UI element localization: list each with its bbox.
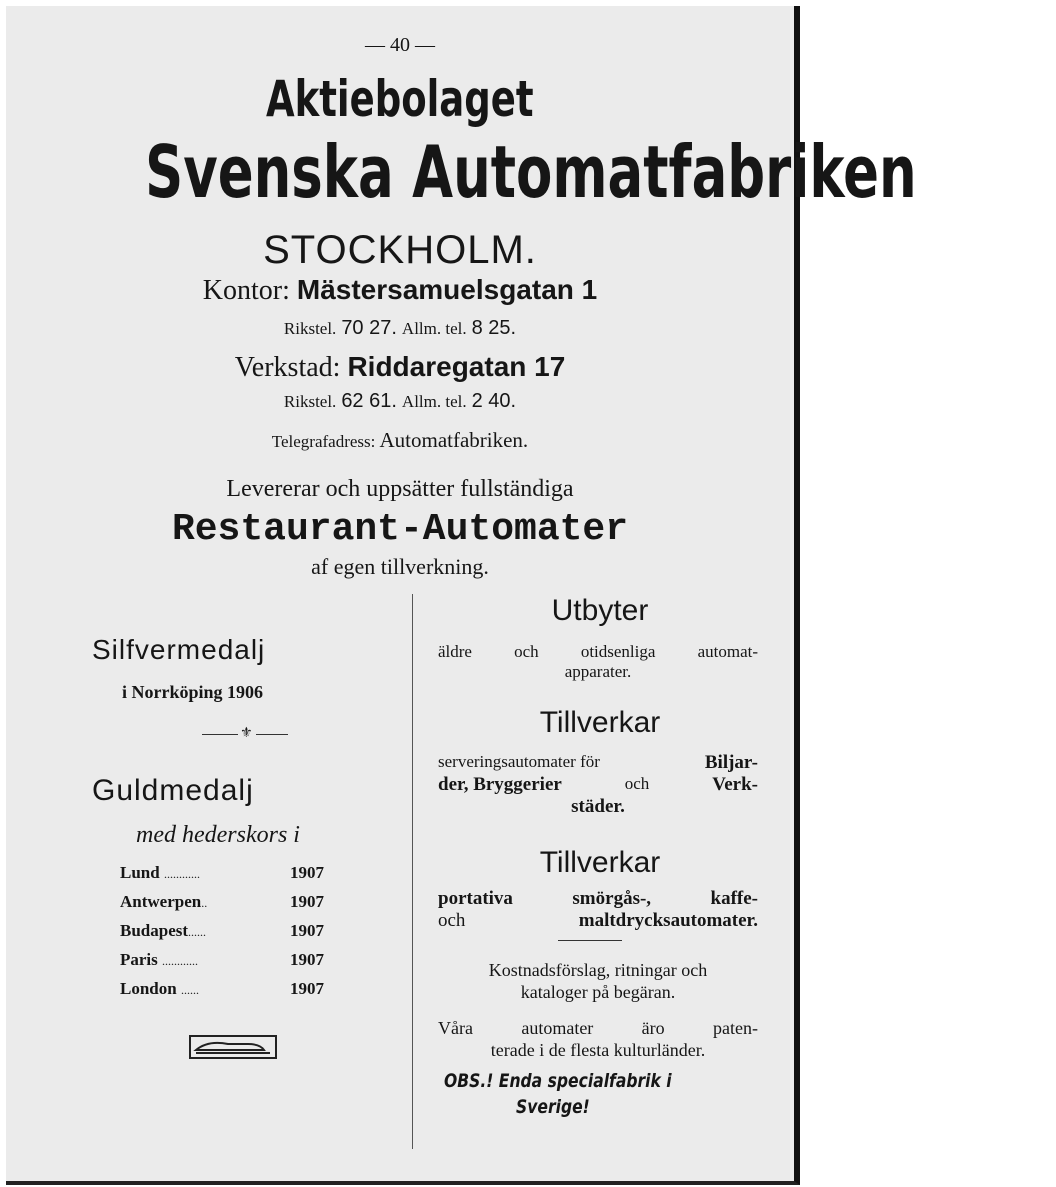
award-city: Paris <box>120 950 158 969</box>
award-dots: ...... <box>180 983 199 997</box>
office-address: Mästersamuelsgatan 1 <box>296 274 598 305</box>
serving-billiards: Biljar- <box>704 752 758 773</box>
award-dots: .. <box>201 896 208 910</box>
award-year: 1907 <box>290 892 324 911</box>
award-dots: ............ <box>163 867 200 881</box>
silver-medal: Silfvermedalj <box>92 634 266 665</box>
award-row <box>120 917 324 946</box>
patent-line-2: terade i de flesta kulturländer. <box>490 1040 706 1060</box>
workshop-allm: 2 40. <box>471 390 517 412</box>
manufactures-heading-2: Tillverkar <box>539 846 661 879</box>
advertisement-page <box>6 6 917 1185</box>
heading-large-text: Svenska Automatfabriken <box>145 130 917 214</box>
award-row <box>120 975 324 1004</box>
portable-and: och <box>438 910 466 931</box>
ornament-line-right <box>256 734 288 735</box>
right-separator <box>558 940 622 941</box>
silver-medal-place: i Norrköping 1906 <box>122 682 264 702</box>
award-row <box>120 888 324 917</box>
award-dots: ...... <box>188 925 207 939</box>
workshop-allm-label: Allm. tel. <box>401 392 467 411</box>
award-row <box>120 946 324 975</box>
page-number: — 40 — <box>365 34 435 56</box>
office-allm: 8 25. <box>471 317 517 339</box>
workshop-label: Verkstad: <box>234 352 341 383</box>
manufactures-heading-1: Tillverkar <box>539 706 661 739</box>
ornament-icon: ⚜ <box>240 725 253 741</box>
makers-mark-icon <box>188 1034 278 1060</box>
workshop-rikstel: 62 61. <box>341 390 397 412</box>
heading-small-text: Aktiebolaget <box>266 70 534 128</box>
telegraph-line <box>6 428 794 453</box>
obs-label: OBS.! <box>444 1070 494 1092</box>
estimates-line-1: Kostnadsförslag, ritningar och <box>488 960 708 980</box>
serving-and: och <box>624 774 650 793</box>
telegraph-label: Telegrafadress: <box>271 432 376 451</box>
award-year: 1907 <box>290 950 324 969</box>
award-row <box>120 859 324 888</box>
award-city: Budapest <box>120 921 189 940</box>
serving-line-3: städer. <box>571 796 625 817</box>
office-rikstel-label: Rikstel. <box>283 319 337 338</box>
office-phones <box>6 317 794 340</box>
obs-line-1 <box>444 1070 722 1092</box>
portable-line-1: portativa smörgås-, kaffe- <box>438 888 758 909</box>
obs-sweden: Sverige! <box>516 1096 590 1118</box>
award-year: 1907 <box>290 921 324 940</box>
exchange-text-2: apparater. <box>564 662 632 681</box>
workshop-phones <box>6 390 794 413</box>
delivers-text: Levererar och uppsätter fullständiga <box>226 476 574 502</box>
exchange-heading: Utbyter <box>551 594 649 627</box>
estimates-line-2: kataloger på begäran. <box>520 982 676 1002</box>
portable-malt: maltdrycksautomater. <box>578 910 758 931</box>
own-make-text: af egen tillverkning. <box>311 554 489 579</box>
exchange-text-1: äldre och otidsenliga automat- <box>438 642 758 661</box>
obs-line-2 <box>516 1096 606 1118</box>
award-dots: ............ <box>162 954 199 968</box>
portable-line-2 <box>438 910 758 932</box>
serving-line-1 <box>438 752 758 774</box>
award-year: 1907 <box>290 979 324 998</box>
office-label: Kontor: <box>202 275 290 306</box>
ornament-line-left <box>202 734 238 735</box>
serving-breweries: der, Bryggerier <box>438 774 562 795</box>
office-line <box>6 274 794 307</box>
serving-line-2 <box>438 774 758 796</box>
telegraph-value: Automatfabriken. <box>379 428 529 452</box>
obs-text: Enda specialfabrik i <box>498 1070 672 1092</box>
award-city: Lund <box>120 863 160 882</box>
office-rikstel: 70 27. <box>341 317 397 339</box>
heading-large <box>6 130 917 220</box>
workshop-rikstel-label: Rikstel. <box>283 392 337 411</box>
award-year: 1907 <box>290 863 324 882</box>
gold-medal: Guldmedalj <box>92 774 254 807</box>
award-city: Antwerpen <box>120 892 202 911</box>
column-divider <box>412 594 413 1149</box>
product-heading: Restaurant-Automater <box>171 508 629 551</box>
award-city: London <box>120 979 177 998</box>
gold-medal-subtitle: med hederskors i <box>136 822 300 848</box>
workshop-line <box>6 351 794 384</box>
award-list <box>120 859 324 1004</box>
patent-line-1: Våra automater äro paten- <box>438 1018 758 1038</box>
city: STOCKHOLM. <box>263 228 537 272</box>
workshop-address: Riddaregatan 17 <box>347 351 566 382</box>
office-allm-label: Allm. tel. <box>401 319 467 338</box>
serving-text: serveringsautomater för <box>438 752 600 771</box>
serving-workshops: Verk- <box>712 774 758 795</box>
